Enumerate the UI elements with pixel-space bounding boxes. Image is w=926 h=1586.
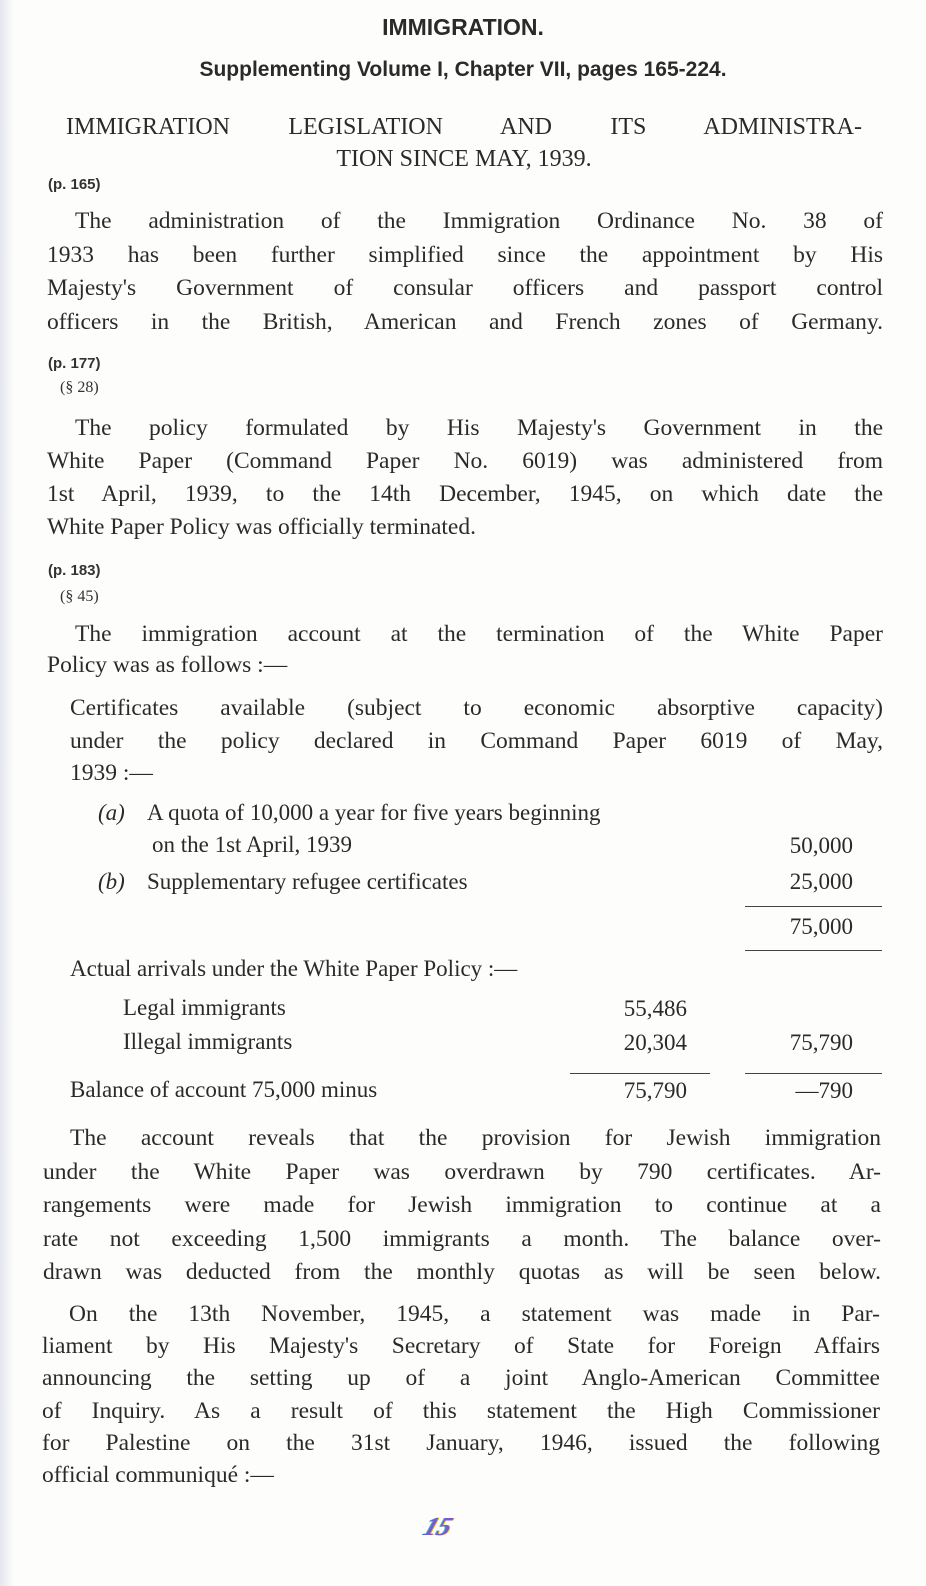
item-marker: (a)	[98, 800, 125, 825]
text-line: 1939 :—	[70, 760, 153, 786]
text-line: White Paper (Command Paper No. 6019) was administered from	[47, 448, 883, 474]
text-line: The administration of the Immigration Ordinance No. 38 of	[75, 208, 883, 234]
item-marker: (b)	[98, 869, 125, 894]
page-reference: (p. 177)	[48, 355, 101, 372]
page-reference: (p. 165)	[48, 176, 101, 193]
sum-rule	[570, 1073, 710, 1074]
text-line: Certificates available (subject to economic absorptive capacity)	[70, 695, 883, 721]
text-line: White Paper Policy was officially terminated.	[47, 514, 476, 540]
sum-rule	[745, 1073, 882, 1074]
text-line: under the policy declared in Command Paper 6019 of May,	[70, 727, 883, 754]
heading-line: TION SINCE MAY, 1939.	[336, 146, 592, 172]
sum-rule	[745, 906, 882, 907]
text-line: drawn was deducted from the monthly quotas as will be seen below.	[43, 1259, 881, 1285]
balance-label: Balance of account 75,000 minus	[70, 1077, 378, 1102]
text-line: Majesty's Government of consular officers and passport control	[47, 275, 883, 301]
balance-minus: 75,790	[623, 1078, 687, 1103]
illegal-value: 20,304	[623, 1030, 687, 1055]
text-line: announcing the setting up of a joint Anglo-American Committee	[42, 1365, 880, 1392]
paragraph	[47, 619, 883, 681]
text-line: official communiqué :—	[42, 1462, 274, 1489]
section-reference: (§ 45)	[60, 588, 99, 605]
text-line: Policy was as follows :—	[47, 652, 288, 678]
section-reference: (§ 28)	[60, 379, 99, 396]
total-available: 75,000	[789, 914, 853, 939]
item-value: 50,000	[789, 833, 853, 858]
handwritten-page-number: 15	[419, 1512, 457, 1541]
text-line: 1933 has been further simplified since the appointment by His	[47, 241, 883, 268]
item-value: 25,000	[789, 869, 853, 894]
section-heading	[66, 111, 862, 175]
text-line: rangements were made for Jewish immigration to continue at a	[43, 1192, 881, 1218]
arrivals-total: 75,790	[789, 1030, 853, 1055]
paragraph	[43, 1122, 881, 1290]
text-line: The account reveals that the provision for Jewish immigration	[70, 1125, 881, 1151]
item-label: on the 1st April, 1939	[152, 832, 352, 857]
legal-value: 55,486	[623, 996, 687, 1021]
text-line: under the White Paper was overdrawn by 790 certificates. Ar-	[43, 1158, 881, 1185]
item-label: A quota of 10,000 a year for five years beginning	[147, 800, 601, 825]
paragraph	[70, 692, 883, 790]
text-line: On the 13th November, 1945, a statement was made in Par-	[69, 1301, 880, 1327]
text-line: for Palestine on the 31st January, 1946, issued the following	[42, 1429, 880, 1456]
legal-label: Legal immigrants	[123, 995, 286, 1020]
paragraph	[47, 412, 883, 544]
text-line: of Inquiry. As a result of this statement the High Commissioner	[42, 1397, 880, 1424]
heading-line: IMMIGRATION LEGISLATION AND ITS ADMINISTRA-	[66, 114, 862, 140]
item-label: Supplementary refugee certificates	[147, 869, 468, 894]
text-line: officers in the British, American and French zones of Germany.	[47, 308, 883, 335]
sum-rule	[745, 950, 882, 951]
subtitle: Supplementing Volume I, Chapter VII, pages 165-224.	[199, 58, 727, 81]
arrivals-label: Actual arrivals under the White Paper Policy :—	[70, 956, 518, 981]
text-line: The immigration account at the termination of the White Paper	[75, 621, 883, 647]
balance-value: —790	[795, 1078, 853, 1103]
paragraph	[47, 205, 883, 339]
illegal-label: Illegal immigrants	[123, 1029, 293, 1054]
text-line: 1st April, 1939, to the 14th December, 1945, on which date the	[47, 481, 883, 507]
paragraph	[42, 1298, 880, 1491]
text-line: rate not exceeding 1,500 immigrants a month. The balance over-	[43, 1225, 881, 1252]
text-line: The policy formulated by His Majesty's Government in the	[75, 415, 883, 441]
text-line: liament by His Majesty's Secretary of State for Foreign Affairs	[42, 1333, 880, 1360]
page-title: IMMIGRATION.	[382, 14, 544, 40]
page-reference: (p. 183)	[48, 562, 101, 579]
page-edge-shadow	[0, 0, 14, 1586]
